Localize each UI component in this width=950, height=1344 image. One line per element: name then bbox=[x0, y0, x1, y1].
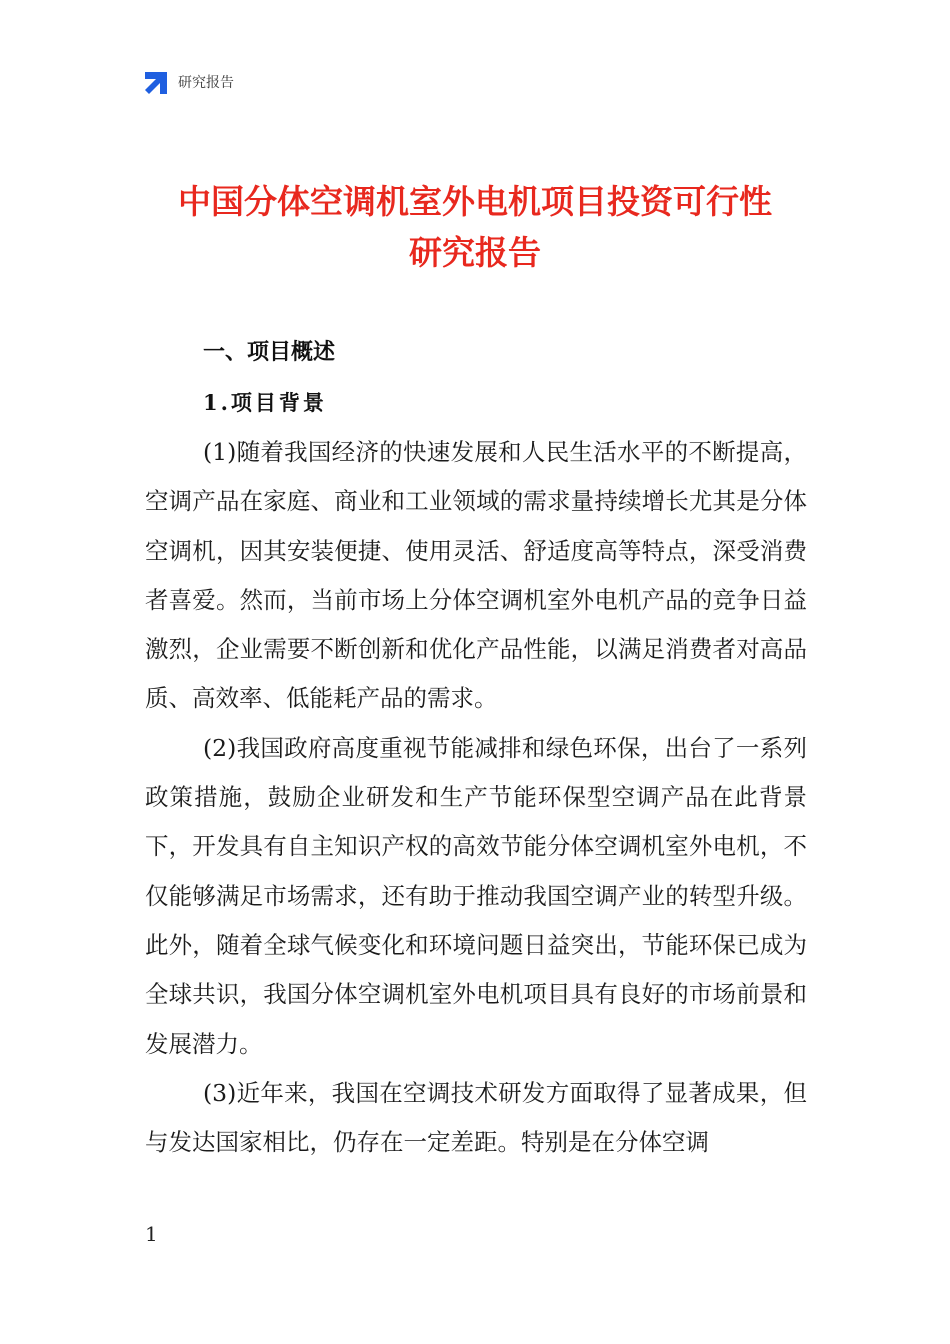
paragraph-1: (1)随着我国经济的快速发展和人民生活水平的不断提高，空调产品在家庭、商业和工业领域的需求量持续增长尤其是分体空调机，因其安装便捷、使用灵活、舒适度高等特点，深受消费者喜爱。然而，当前市场上分体空调机室外电机产品的竞争日益激烈，企业需要不断创新和优化产品性能，以满足消费者对高品质、高效率、低能耗产品的需求。 bbox=[145, 438, 807, 713]
header-label: 研究报告 bbox=[178, 75, 234, 91]
paragraph-2: (2)我国政府高度重视节能减排和绿色环保，出台了一系列政策措施，鼓励企业研发和生产节能环保型空调产品在此背景下，开发具有自主知识产权的高效节能分体空调机室外电机，不仅能够满足市场需求，还有助于推动我国空调产业的转型升级。此外，随着全球气候变化和环境问题日益突出，节能环保已成为全球共识，我国分体空调机室外电机项目具有良好的市场前景和发展潜力。 bbox=[145, 733, 807, 1058]
section-heading: 一、项目概述 bbox=[203, 340, 336, 365]
sub-heading: 1.项目背景 bbox=[203, 390, 327, 415]
title-line-1: 中国分体空调机室外电机项目投资可行性 bbox=[178, 182, 772, 221]
paragraph-3: (3)近年来，我国在空调技术研发方面取得了显著成果，但与发达国家相比，仍存在一定差距。特别是在分体空调 bbox=[145, 1078, 807, 1157]
arrow-up-right-icon bbox=[143, 70, 169, 96]
page-header bbox=[143, 70, 234, 96]
page-number: 1 bbox=[145, 1222, 158, 1246]
title-line-2: 研究报告 bbox=[409, 233, 541, 272]
document-title bbox=[0, 176, 950, 278]
body-text bbox=[145, 428, 807, 1167]
